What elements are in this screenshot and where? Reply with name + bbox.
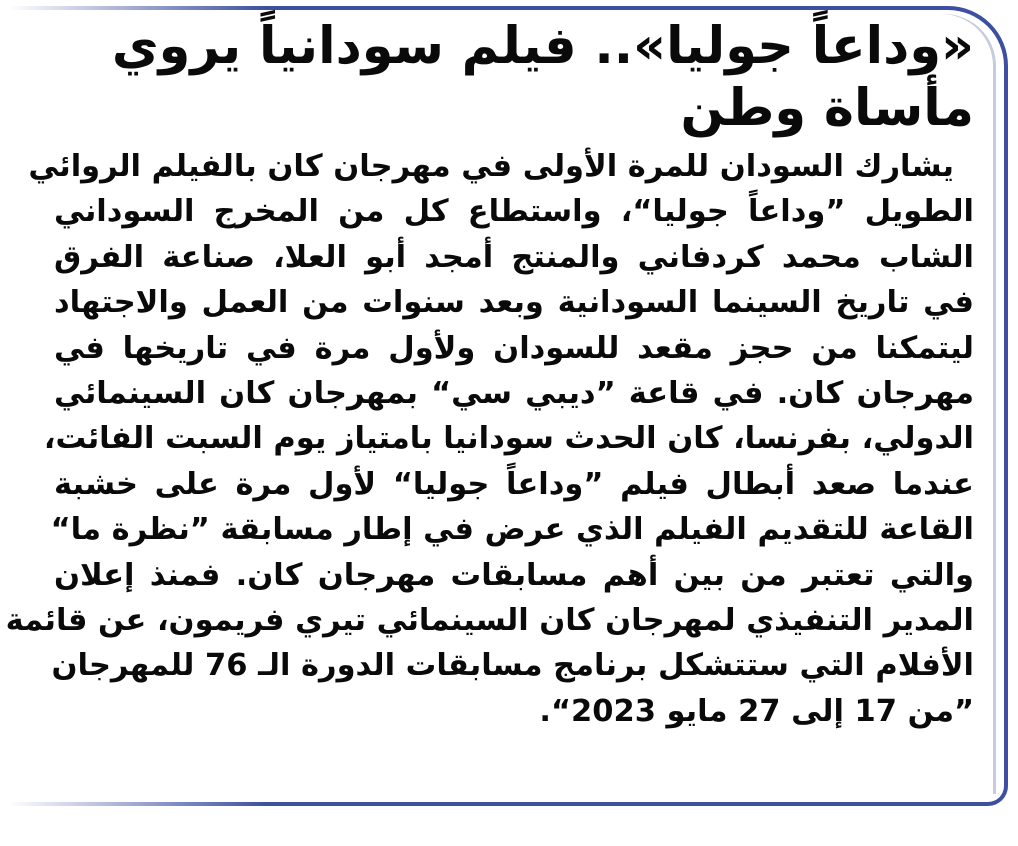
- body-line: الطويل ”وداعاً جوليا“، واستطاع كل من المخرج السوداني: [54, 194, 974, 230]
- body-line: الشاب محمد كردفاني والمنتج أمجد أبو العلا، صناعة الفرق: [54, 239, 974, 275]
- headline: [54, 16, 974, 140]
- headline-line: مأساة وطن: [680, 79, 974, 138]
- body-line: في تاريخ السينما السودانية وبعد سنوات من العمل والاجتهاد: [54, 285, 974, 321]
- article-body: [5, 144, 974, 734]
- body-line: ”من 17 إلى 27 مايو 2023“.: [539, 693, 974, 729]
- article: [5, 16, 974, 734]
- body-line: والتي تعتبر من بين أهم مسابقات مهرجان كان. فمنذ إعلان: [54, 557, 974, 593]
- headline-line: «وداعاً جوليا».. فيلم سودانياً يروي: [111, 17, 974, 76]
- body-line: ليتمكنا من حجز مقعد للسودان ولأول مرة في تاريخها في: [54, 330, 974, 366]
- body-line: مهرجان كان. في قاعة ”ديبي سي“ بمهرجان كان السينمائي: [54, 375, 974, 411]
- body-line: الأفلام التي ستتشكل برنامج مسابقات الدورة الـ 76 للمهرجان: [51, 648, 974, 684]
- body-line: الدولي، بفرنسا، كان الحدث سودانيا بامتياز يوم السبت الفائت،: [43, 421, 974, 457]
- body-line: المدير التنفيذي لمهرجان كان السينمائي تيري فريمون، عن قائمة: [5, 602, 974, 638]
- body-line: عندما صعد أبطال فيلم ”وداعاً جوليا“ لأول مرة على خشبة: [54, 466, 974, 502]
- body-line: القاعة للتقديم الفيلم الذي عرض في إطار مسابقة ”نظرة ما“: [50, 512, 974, 548]
- body-line: يشارك السودان للمرة الأولى في مهرجان كان بالفيلم الروائي: [28, 149, 954, 184]
